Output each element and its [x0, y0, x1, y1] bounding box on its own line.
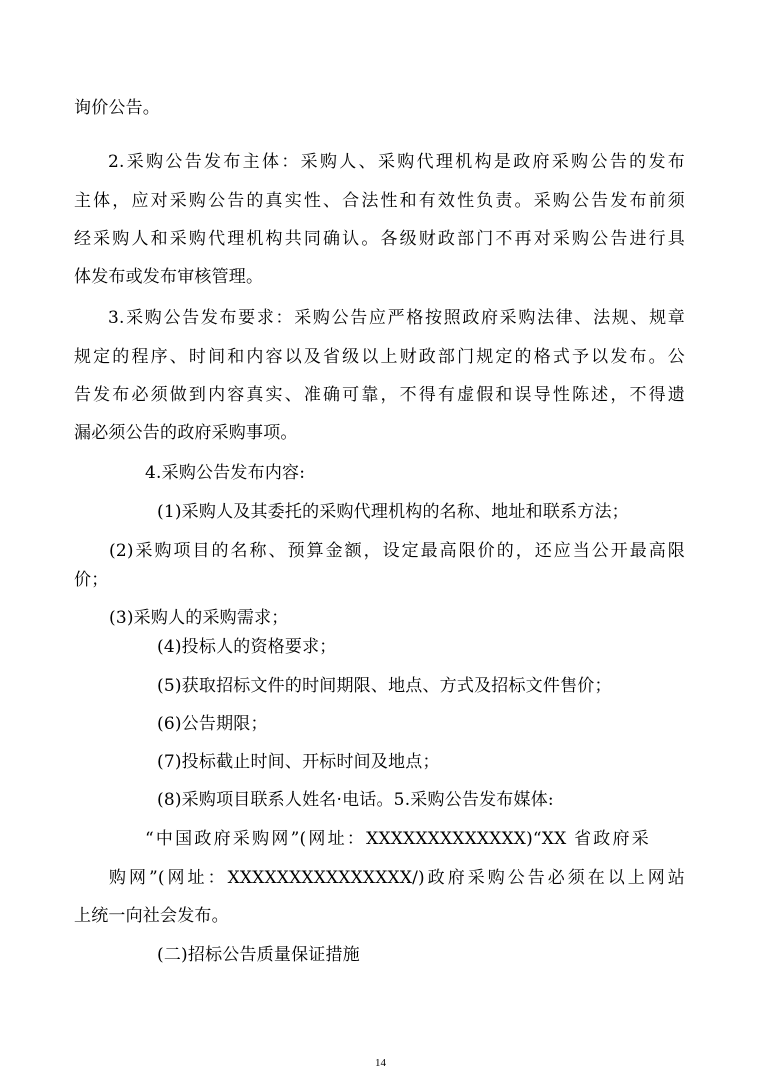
media-line: 购网”(网址：XXXXXXXXXXXXXXX/)政府采购公告必须在以上网站: [109, 868, 685, 888]
section-4-heading: 4.采购公告发布内容:: [145, 463, 306, 483]
paragraph-3-line: 规定的程序、时间和内容以及省级以上财政部门规定的格式予以发布。公: [74, 347, 685, 367]
list-item-2: (2)采购项目的名称、预算金额，设定最高限价的，还应当公开最高限: [109, 541, 685, 561]
list-item-7: (7)投标截止时间、开标时间及地点；: [157, 752, 440, 772]
list-item-4: (4)投标人的资格要求；: [157, 637, 337, 657]
paragraph-2-line: 主体，应对采购公告的真实性、合法性和有效性负责。采购公告发布前须: [74, 191, 685, 211]
paragraph-2-line: 体发布或发布审核管理。: [74, 267, 264, 287]
media-line: “中国政府采购网”(网址：XXXXXXXXXXXXX)“XX 省政府采: [145, 829, 649, 849]
paragraph-2-line: 经采购人和采购代理机构共同确认。各级财政部门不再对采购公告进行具: [74, 229, 685, 249]
section-heading: (二)招标公告质量保证措施: [157, 945, 360, 965]
paragraph-3-line: 漏必须公告的政府采购事项。: [74, 423, 298, 443]
list-item-6: (6)公告期限；: [157, 714, 268, 734]
paragraph-3-line: 告发布必须做到内容真实、准确可靠，不得有虚假和误导性陈述，不得遗: [74, 385, 685, 405]
list-item-3: (3)采购人的采购需求；: [109, 608, 289, 628]
list-item-1: (1)采购人及其委托的采购代理机构的名称、地址和联系方法；: [157, 502, 629, 522]
paragraph-3-line: 3.采购公告发布要求：采购公告应严格按照政府采购法律、法规、规章: [108, 308, 685, 328]
list-item-5: (5)获取招标文件的时间期限、地点、方式及招标文件售价；: [157, 676, 612, 696]
media-line: 上统一向社会发布。: [74, 906, 229, 926]
text-line: 询价公告。: [74, 98, 160, 118]
list-item-2-cont: 价；: [74, 570, 109, 590]
list-item-8: (8)采购项目联系人姓名·电话。5.采购公告发布媒体:: [157, 790, 554, 810]
page-number: 14: [375, 1057, 386, 1069]
paragraph-2-line: 2.采购公告发布主体：采购人、采购代理机构是政府采购公告的发布: [108, 152, 685, 172]
